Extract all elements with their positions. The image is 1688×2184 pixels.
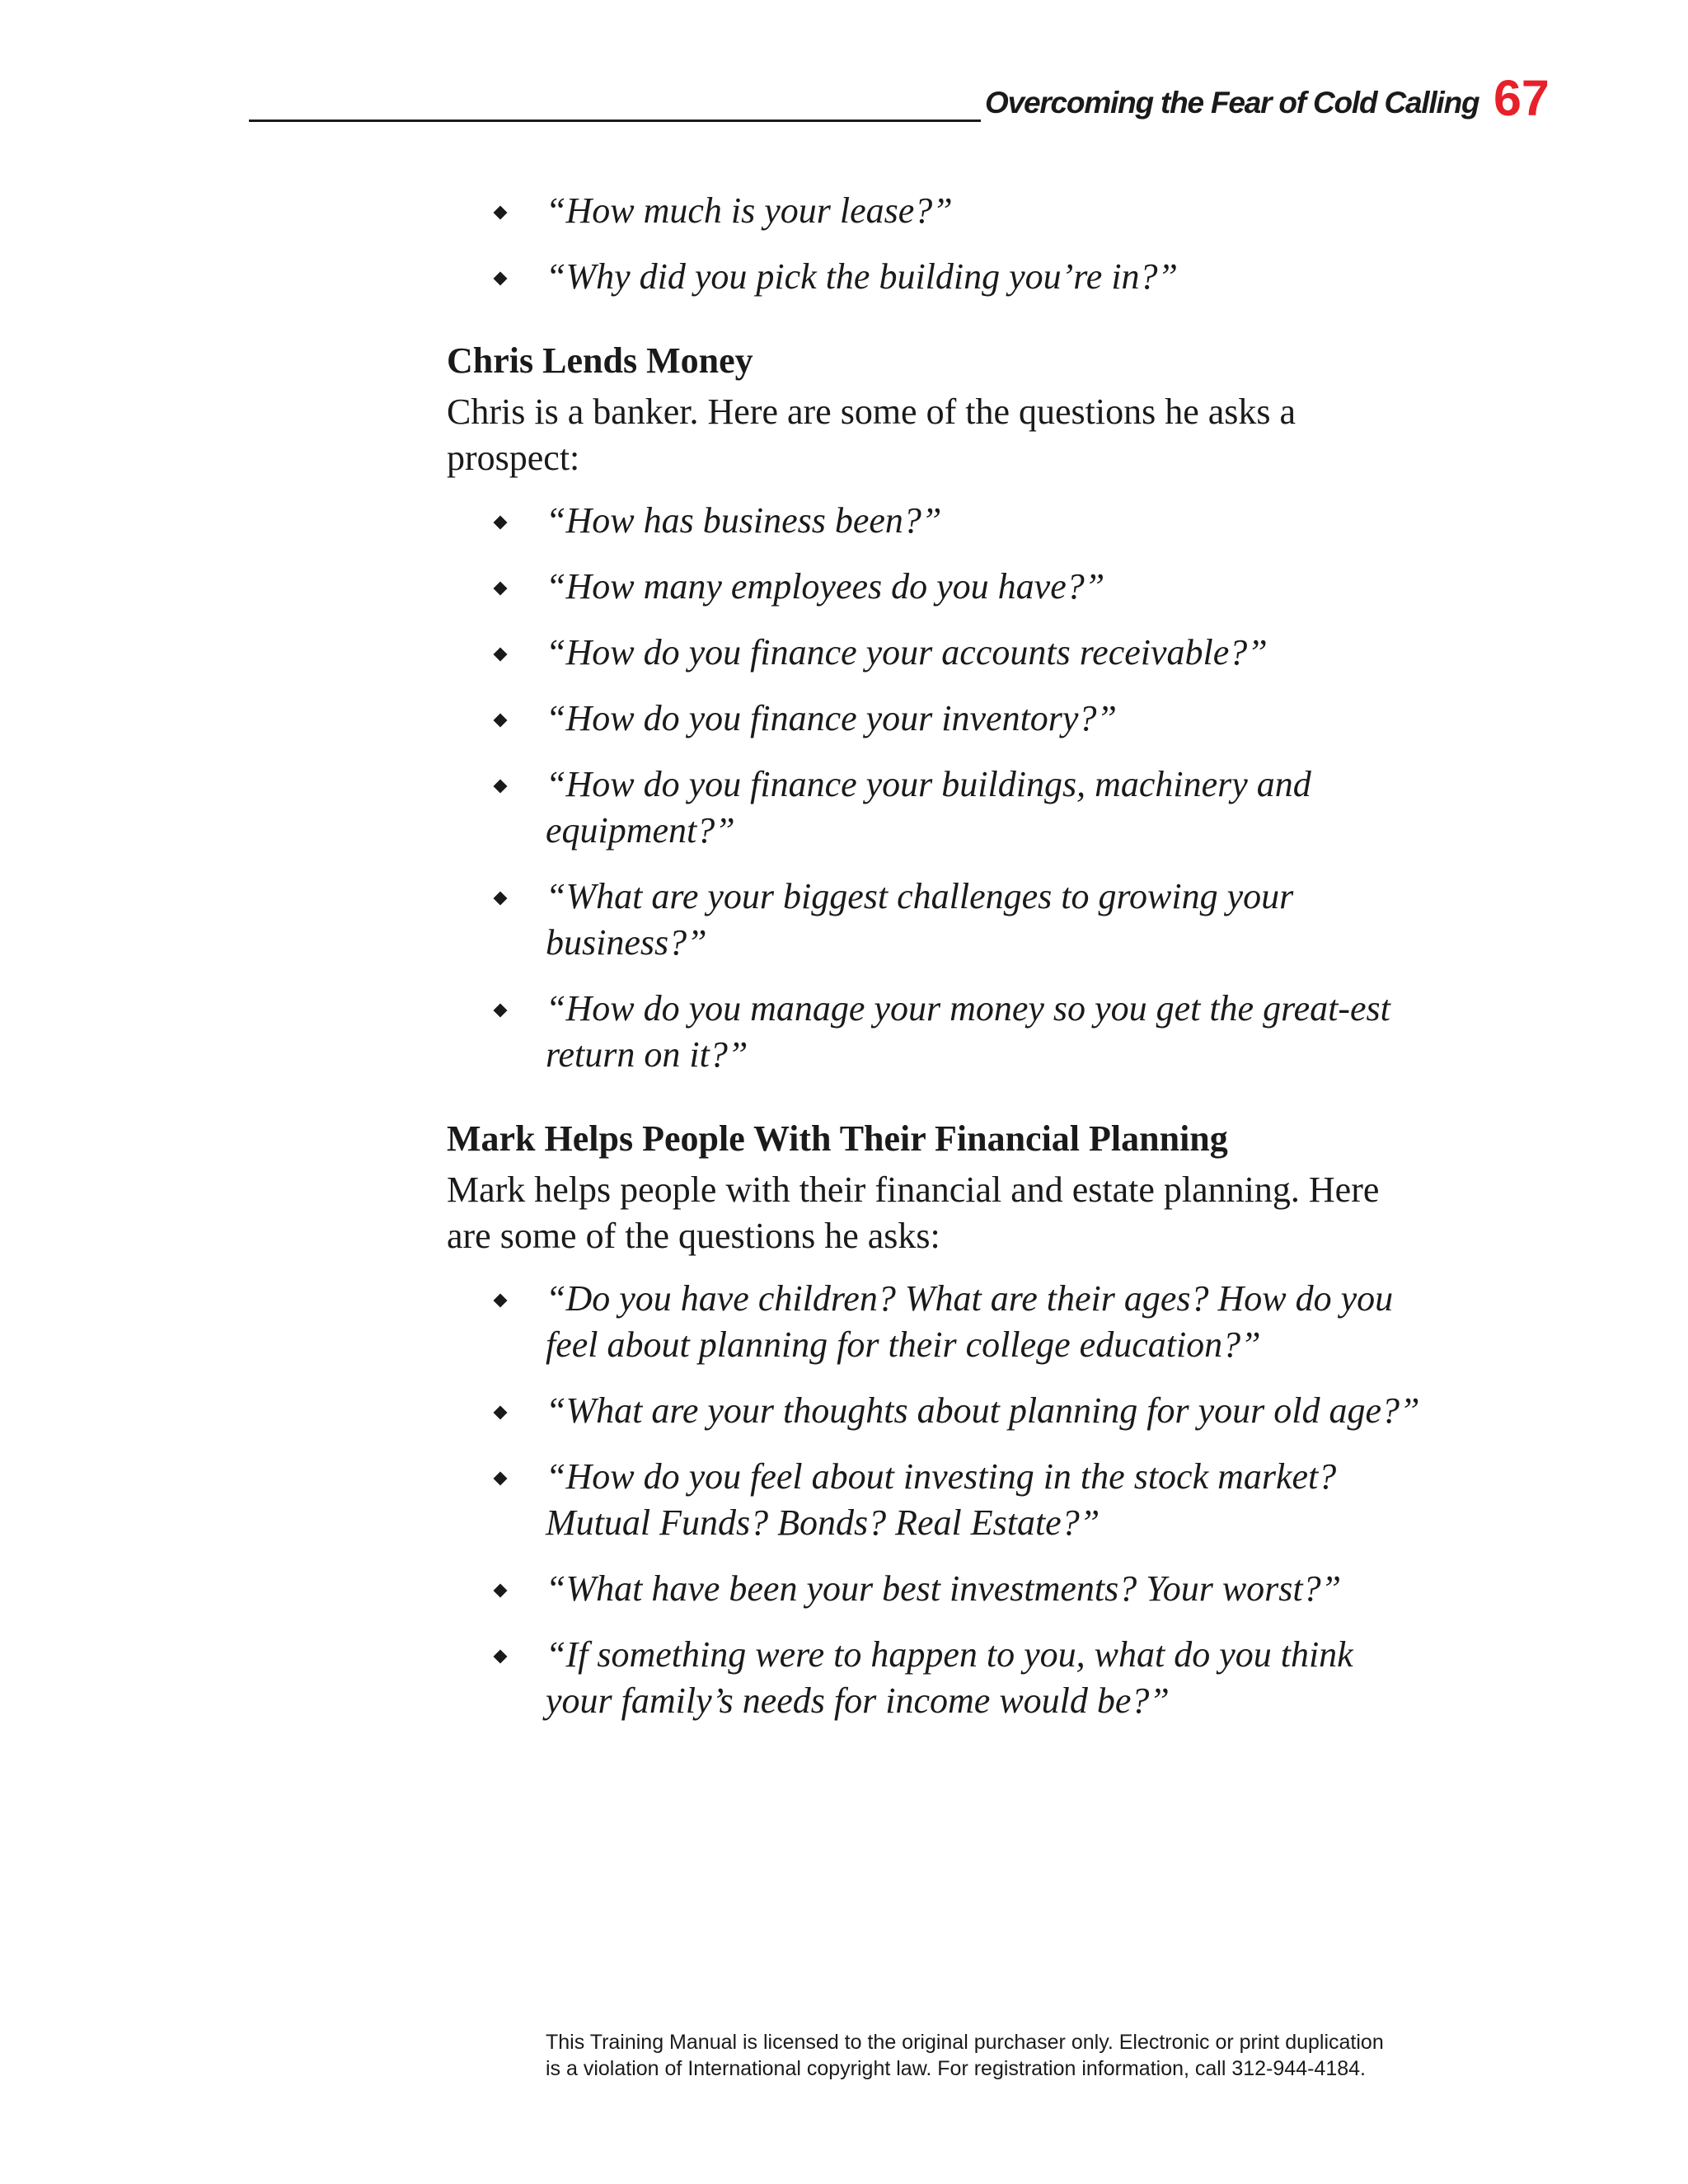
list-item: “What are your biggest challenges to growing your business?” (546, 874, 1428, 966)
section-heading: Mark Helps People With Their Financial Planning (447, 1118, 1228, 1159)
list-item: “Do you have children? What are their ages? How do you feel about planning for their college education?” (546, 1276, 1428, 1368)
list-item: “Why did you pick the building you’re in?” (546, 254, 1428, 300)
diamond-bullet-icon (494, 714, 508, 728)
list-item: “If something were to happen to you, what do you think your family’s needs for income would be?” (546, 1632, 1428, 1724)
list-item: “How do you manage your money so you get the great-est return on it?” (546, 986, 1428, 1078)
list-item: “How do you finance your accounts receivable?” (546, 630, 1428, 676)
diamond-bullet-icon (494, 516, 508, 530)
list-item: “How do you finance your inventory?” (546, 696, 1428, 742)
diamond-bullet-icon (494, 582, 508, 596)
footer-line: This Training Manual is licensed to the original purchaser only. Electronic or print duplication (546, 2031, 1384, 2054)
page-content (447, 188, 1428, 1744)
diamond-bullet-icon (494, 780, 508, 794)
list-item: “How has business been?” (546, 498, 1428, 544)
copyright-footer (546, 2029, 1452, 2082)
section-intro: Chris is a banker. Here are some of the questions he asks a prospect: (447, 391, 1296, 478)
section-heading: Chris Lends Money (447, 340, 753, 381)
diamond-bullet-icon (494, 1406, 508, 1420)
intro-bullet-list (447, 188, 1428, 300)
footer-line: is a violation of International copyright law. For registration information, call 312-944-4184. (546, 2057, 1366, 2080)
list-item: “What have been your best investments? Your worst?” (546, 1566, 1428, 1612)
list-item: “How do you feel about investing in the stock market? Mutual Funds? Bonds? Real Estate?” (546, 1454, 1428, 1546)
question-list (447, 1276, 1428, 1724)
header-rule (249, 120, 981, 122)
diamond-bullet-icon (494, 648, 508, 662)
list-item: “How do you finance your buildings, machinery and equipment?” (546, 762, 1428, 854)
question-list (447, 498, 1428, 1078)
page-number: 67 (1493, 70, 1550, 126)
diamond-bullet-icon (494, 1650, 508, 1664)
diamond-bullet-icon (494, 1004, 508, 1018)
diamond-bullet-icon (494, 892, 508, 906)
list-item: “How many employees do you have?” (546, 564, 1428, 610)
diamond-bullet-icon (494, 1472, 508, 1486)
section-intro: Mark helps people with their financial and estate planning. Here are some of the questions he asks: (447, 1169, 1380, 1256)
list-item: “What are your thoughts about planning for your old age?” (546, 1388, 1428, 1434)
diamond-bullet-icon (494, 1294, 508, 1308)
diamond-bullet-icon (494, 1584, 508, 1598)
running-title: Overcoming the Fear of Cold Calling (985, 86, 1479, 120)
diamond-bullet-icon (494, 206, 508, 220)
diamond-bullet-icon (494, 272, 508, 286)
list-item: “How much is your lease?” (546, 188, 1428, 234)
